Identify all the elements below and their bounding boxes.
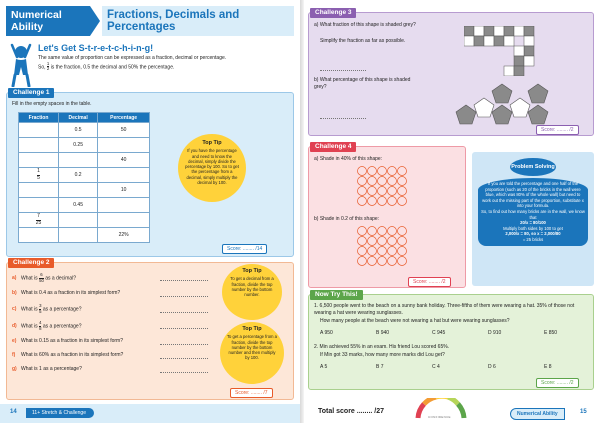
question-2b: b) What is 0.4 as a fraction in its simplest form? <box>12 290 121 296</box>
question-2g: g) What is 1 as a percentage? <box>12 366 82 372</box>
q2-option-d[interactable]: D 6 <box>488 364 496 370</box>
challenge-3-label: Challenge 3 <box>310 8 356 18</box>
question-2f: f) What is 60% as a fraction in its simplest form? <box>12 352 124 358</box>
top-tip-3 <box>220 322 284 384</box>
now-try-q1: 1. 6,500 people went to the beach on a sunny bank holiday. Three-fifths of them were wearing a hat. 35% of those not wearing a hat were wearing sunglasses. <box>314 303 575 316</box>
fraction-cell[interactable] <box>19 123 59 138</box>
q1-option-a[interactable]: A 950 <box>320 330 333 336</box>
right-page <box>304 0 600 423</box>
answer-line[interactable] <box>320 70 366 71</box>
q1-option-e[interactable]: E 850 <box>544 330 558 336</box>
challenge-2-label: Challenge 2 <box>8 258 54 268</box>
problem-solving-title: Problem Solving <box>510 158 556 176</box>
col-decimal: Decimal <box>59 113 98 123</box>
decimal-cell[interactable] <box>59 183 98 198</box>
decimal-cell[interactable] <box>59 153 98 168</box>
fraction-cell[interactable] <box>19 228 59 243</box>
fraction-cell: $\frac{1}{5}$ <box>19 168 59 183</box>
now-try-q2-b: If Min got 33 marks, how many more marks did Lou get? <box>320 352 445 358</box>
question-2c: c) What is $\frac{3}{5}$ as a percentage? <box>12 303 82 314</box>
now-try-score: Score: ........ /2 <box>536 378 579 388</box>
challenge-3-question-b: b) What percentage of this shape is shaded grey? <box>314 77 411 90</box>
fraction-cell[interactable] <box>19 198 59 213</box>
circles-grid-b <box>356 226 412 268</box>
percentage-cell: 40 <box>98 153 150 168</box>
table-row <box>19 123 150 138</box>
decimal-cell[interactable] <box>59 228 98 243</box>
table-row <box>19 198 150 213</box>
percentage-cell[interactable] <box>98 168 150 183</box>
challenge-4-question-b: b) Shade in 0.2 of this shape: <box>314 216 380 222</box>
table-row <box>19 153 150 168</box>
q2-option-a[interactable]: A 5 <box>320 364 328 370</box>
challenge-3-score: Score: ........ /2 <box>536 125 579 135</box>
footer <box>304 404 600 423</box>
intro-line-1: The same value of proportion can be expressed as a fraction, decimal or percentage. <box>38 55 227 61</box>
challenge-2-score: Score: ........ /7 <box>230 388 273 398</box>
footer <box>0 404 300 423</box>
ps-text-3: Multiply both sides by 100 to get <box>503 225 563 231</box>
intro-line-2-text: is the fraction, 0.5 the decimal and 50% the percentage. <box>50 64 175 71</box>
ps-equation-1: 20/x = 80/100 <box>520 220 546 226</box>
challenge-1-label: Challenge 1 <box>8 88 54 98</box>
table-row <box>19 228 150 243</box>
challenge-3-question-a: a) What fraction of this shape is shaded grey? <box>314 22 416 28</box>
challenge-3-question-a-sub: Simplify the fraction as far as possible. <box>320 38 406 44</box>
col-percentage: Percentage <box>98 113 150 123</box>
book-title-badge: 11+ Stretch & Challenge <box>26 408 94 418</box>
top-tip-text: If you have the percentage and need to know the decimal, simply divide the percentage by 100. So to get the percentage from a decimal, simply multiply the decimal by 100. <box>185 148 239 186</box>
intro-so: So, <box>38 64 46 71</box>
top-tip-1 <box>178 134 246 202</box>
stretch-title: Let's Get S-t-r-e-t-c-h-i-n-g! <box>38 43 154 53</box>
top-tip-title: Top Tip <box>242 326 262 332</box>
section-tag-arrow <box>90 6 100 36</box>
challenge-4-label: Challenge 4 <box>310 142 356 152</box>
q2-option-e[interactable]: E 8 <box>544 364 552 370</box>
intro-line-2 <box>38 62 288 72</box>
fraction-cell: $\frac{7}{25}$ <box>19 213 59 228</box>
stretching-child-icon <box>6 43 36 87</box>
answer-line[interactable] <box>160 296 208 297</box>
q2-option-c[interactable]: C 4 <box>432 364 440 370</box>
ps-text-2: So, to find out how many bricks are in the wall, we know that <box>481 208 585 220</box>
shaded-pentagons-shape <box>454 80 564 125</box>
q1-option-b[interactable]: B 940 <box>376 330 390 336</box>
page-number: 15 <box>580 409 587 415</box>
top-tip-title: Top Tip <box>202 140 222 146</box>
table-row <box>19 168 150 183</box>
decimal-cell: 0.2 <box>59 168 98 183</box>
question-2a: a) What is $\frac{6}{50}$ as a decimal? <box>12 272 77 283</box>
ps-text-4: = 25 bricks <box>522 236 544 242</box>
ps-text-1: If you are told the percentage and one half of the proportion (such as 20 of the bricks in the wall were blue, which was 80% of the whole wall) but need to work out the missing part of the proportion, substitute x into your formula. <box>482 181 584 209</box>
section-badge: Numerical Ability <box>510 408 565 420</box>
intro-text <box>38 55 288 72</box>
question-2e: e) What is 0.15 as a fraction in its simplest form? <box>12 338 123 344</box>
challenge-1-instruction: Fill in the empty spaces in the table. <box>12 101 92 107</box>
q1-option-d[interactable]: D 910 <box>488 330 502 336</box>
top-tip-text: To get a decimal from a fraction, divide the top number by the bottom number. <box>230 276 274 298</box>
answer-line[interactable] <box>160 358 208 359</box>
now-try-q1-b: How many people at the beach were not wearing a hat but were wearing sunglasses? <box>320 318 510 324</box>
challenge-4-score: Score: ........ /2 <box>408 277 451 287</box>
decimal-cell[interactable] <box>59 213 98 228</box>
answer-line[interactable] <box>160 312 208 313</box>
intro-fraction: $\frac{1}{2}$ <box>46 60 50 72</box>
challenge-4-question-a: a) Shade in 40% of this shape: <box>314 156 383 162</box>
now-try-label: Now Try This! <box>310 290 363 300</box>
answer-line[interactable] <box>320 118 366 119</box>
circles-grid-a <box>356 166 412 208</box>
percentage-cell[interactable] <box>98 213 150 228</box>
now-try-q2: 2. Min achieved 55% in an exam. His friend Lou scored 65%. <box>314 344 450 350</box>
percentage-cell: 22% <box>98 228 150 243</box>
percentage-cell[interactable] <box>98 198 150 213</box>
percentage-cell: 10 <box>98 183 150 198</box>
fraction-cell[interactable] <box>19 138 59 153</box>
top-tip-text: To get a percentage from a fraction, divide the top number by the bottom number and then multiply by 100. <box>226 334 278 361</box>
percentage-cell: 50 <box>98 123 150 138</box>
decimal-cell: 0.45 <box>59 198 98 213</box>
table-row <box>19 138 150 153</box>
answer-line[interactable] <box>160 344 208 345</box>
shaded-squares-shape <box>464 26 544 76</box>
decimal-cell: 0.25 <box>59 138 98 153</box>
conversion-table <box>18 112 150 243</box>
table-row <box>19 183 150 198</box>
answer-line[interactable] <box>160 372 208 373</box>
section-tag: Numerical Ability <box>6 6 90 36</box>
answer-line[interactable] <box>160 280 208 281</box>
problem-solving-body <box>478 178 588 246</box>
table-row <box>19 213 150 228</box>
page-title: Fractions, Decimals and Percentages <box>102 6 294 36</box>
fraction-cell[interactable] <box>19 183 59 198</box>
decimal-cell: 0.5 <box>59 123 98 138</box>
challenge-1-score: Score: ........ /14 <box>222 244 267 254</box>
total-score: Total score ........ /27 <box>318 408 385 415</box>
q2-option-b[interactable]: B 7 <box>376 364 384 370</box>
percentage-cell[interactable] <box>98 138 150 153</box>
top-tip-title: Top Tip <box>242 268 262 274</box>
ps-equation-2: 2,000/x = 80, so x = 2,000/80 <box>505 231 561 237</box>
answer-line[interactable] <box>160 328 208 329</box>
col-fraction: Fraction <box>19 113 59 123</box>
page-number: 14 <box>10 409 17 415</box>
gauge-label: CONFIDENCE <box>428 415 451 419</box>
question-2d: d) What is $\frac{4}{8}$ as a percentage? <box>12 320 82 331</box>
top-tip-2 <box>222 264 282 320</box>
fraction-cell[interactable] <box>19 153 59 168</box>
q1-option-c[interactable]: C 945 <box>432 330 446 336</box>
